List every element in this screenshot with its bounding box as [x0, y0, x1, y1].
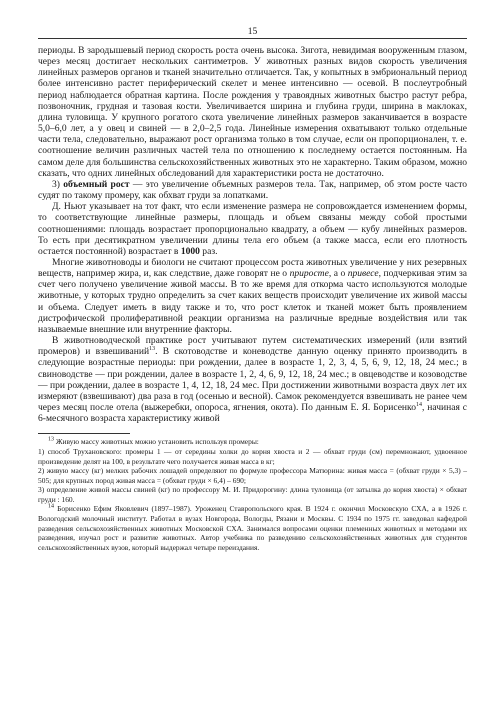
footnote-13-intro: [38, 437, 467, 447]
footnote-13-intro-text: Живую массу животных можно установить используя промеры:: [54, 437, 259, 447]
paragraph-5: [38, 335, 467, 424]
footnote-13-item-1: 1) способ Трухановского: промеры 1 — от середины холки до корня хвоста и 2 — обхват груди (см) перемножают, удвоенное произведение делят на 100, в результате чего получается живая масса в кг;: [38, 446, 467, 466]
footnote-ref-13[interactable]: 13: [149, 346, 156, 353]
term-volumetric-growth: объемный рост: [63, 178, 130, 190]
paragraph-4-text-b: , а о: [328, 268, 348, 280]
paragraph-2: [38, 179, 467, 201]
footnote-rule: [38, 433, 130, 434]
paragraph-3: [38, 201, 467, 257]
paragraph-5-text-a: В животноводческой практике рост учитывают путем систематических измерений (или взятий промеров) и взвешиваний: [38, 335, 467, 358]
footnote-13-item-2: 2) живую массу (кг) мелких рабочих лошадей определяют по формуле профессора Матюрина: живая масса = (обхват груди × 5,3) – 505; для крупных пород живая масса = (обхват груди × 6,4) – 690;: [38, 466, 467, 485]
paragraph-5-text-b: . В скотоводстве и коневодстве данную оценку принято производить в следующие возрастные периоды: при рождении, далее в возрасте 1, 2, 3, 4, 5, 6, 9, 12, 18, 24 мес.; в свиноводстве — при рождении, далее в возрасте 1, 2, 4, 6, 9, 12, 18, 24 мес.; в овцеводстве и козоводстве — при рождении, далее в возрасте 1, 4, 12, 18, 24 мес. При достижении животными возраста двух лет их измеряют (взвешивают) два раза в год (осенью и весной). Самок рекомендуется взвешивать не ранее чем через месяц после отела (выжеребки, опороса, ягнения, окота). По данным Е. Я. Борисенко: [38, 346, 467, 413]
term-prives: привесе: [347, 268, 379, 280]
list-number: 3): [52, 178, 60, 190]
body-text: [38, 45, 467, 424]
paragraph-2-text: — это увеличение объемных размеров тела. Так, например, об этом росте часто судят по такому промеру, как обхват груди за лопатками.: [38, 178, 468, 202]
footnote-14-marker: 14: [48, 503, 54, 510]
footnote-14-text: Борисенко Ефим Яковлевич (1897–1987). Уроженец Ставропольского края. В 1924 г. окончил Московскую СХА, а в 1926 г. Вологодский молочный институт. Работал в вузах Новгорода, Вологды, Рязани и Москвы. С 1934 по 1975 гг. заведовал кафедрой разведения сельскохозяйственных животных Московской СХА. Занимался вопросами оценки племенных животных и методами их разведения, изучал рост и развитие животных. Автор учебника по разведению сельскохозяйственных животных для студентов сельскохозяйственных вузов, который выдержал четыре переиздания.: [38, 504, 467, 552]
header-rule: [38, 38, 467, 39]
emphasis-1000: 1000: [180, 245, 200, 257]
paragraph-3-text-b: раз.: [199, 245, 218, 257]
paragraph-3-text-a: Д. Ньют указывает на тот факт, что если изменение размера не сопровождается изменением формы, то соответствующие линейные размеры, площадь и объем связаны между собой простыми соотношениями: площадь возрастает пропорционально квадрату, а объем — кубу линейных размеров. То есть при десятикратном увеличении длины тела его объем (а также масса, если его плотность остается постоянной) возрастает в: [38, 201, 467, 257]
paragraph-4-text-a: Многие животноводы и биологи не считают процессом роста животных увеличение у них резервных веществ, например жира, и, как следствие, даже говорят не о: [38, 256, 467, 280]
paragraph-5-text-c: , начиная с 6-месячного возраста характеристику живой: [38, 402, 467, 425]
footnote-13-item-3: 3) определение живой массы свиней (кг) по профессору М. И. Придорогину: длина туловища (от затылка до корня хвоста) × обхват груди : 160.: [38, 485, 467, 504]
paragraph-4-text-c: , подчеркивая этим за счет чего получено увеличение живой массы. В то же время для откорма часто используются молодые животные, у которых трудно определить за счет каких веществ происходит увеличение их живой массы и объема. Следует иметь в виду также и то, что рост клеток и тканей может быть проявлением дистрофической пролиферативной реакции организма на различные вредные воздействия или так называемые внешние или внутренние факторы.: [38, 268, 467, 335]
page-number: 15: [247, 27, 258, 37]
paragraph-4: [38, 257, 467, 335]
term-prirost: приросте: [289, 268, 329, 280]
footnote-ref-14[interactable]: 14: [415, 401, 422, 408]
paragraph-1: периоды. В зародышевый период скорость роста очень высока. Зигота, невидимая вооруженным глазом, через месяц достигает нескольких сантиметров. У животных разных видов скорость увеличения линейных размеров органов и тканей значительно отличается. Так, у копытных в эмбриональный период более интенсивно растет периферический скелет и менее интенсивно — осевой. В послеутробный период наблюдается обратная картина. После рождения у травоядных животных быстро растут ребра, позвоночник, грудная и тазовая кости. Увеличивается ширина и глубина груди, ширина в маклоках, длина туловища. У крупного рогатого скота увеличение линейных размеров заканчивается в возрасте 5,0–6,0 лет, а у овец и свиней — в 2,0–2,5 года. Линейные измерения охватывают только отдельные части тела, следовательно, выражают рост организма только в том случае, если он пропорционален, т. е. соотношение величин различных частей тела по отношению к последнему остается постоянным. На самом деле для большинства сельскохозяйственных животных это не характерно. Таким образом, можно сказать, что одних линейных обследований для характеристики роста не достаточно.: [38, 45, 467, 179]
footnotes: [38, 437, 467, 552]
footnote-13-marker: 13: [48, 436, 54, 443]
footnote-14: [38, 504, 467, 552]
